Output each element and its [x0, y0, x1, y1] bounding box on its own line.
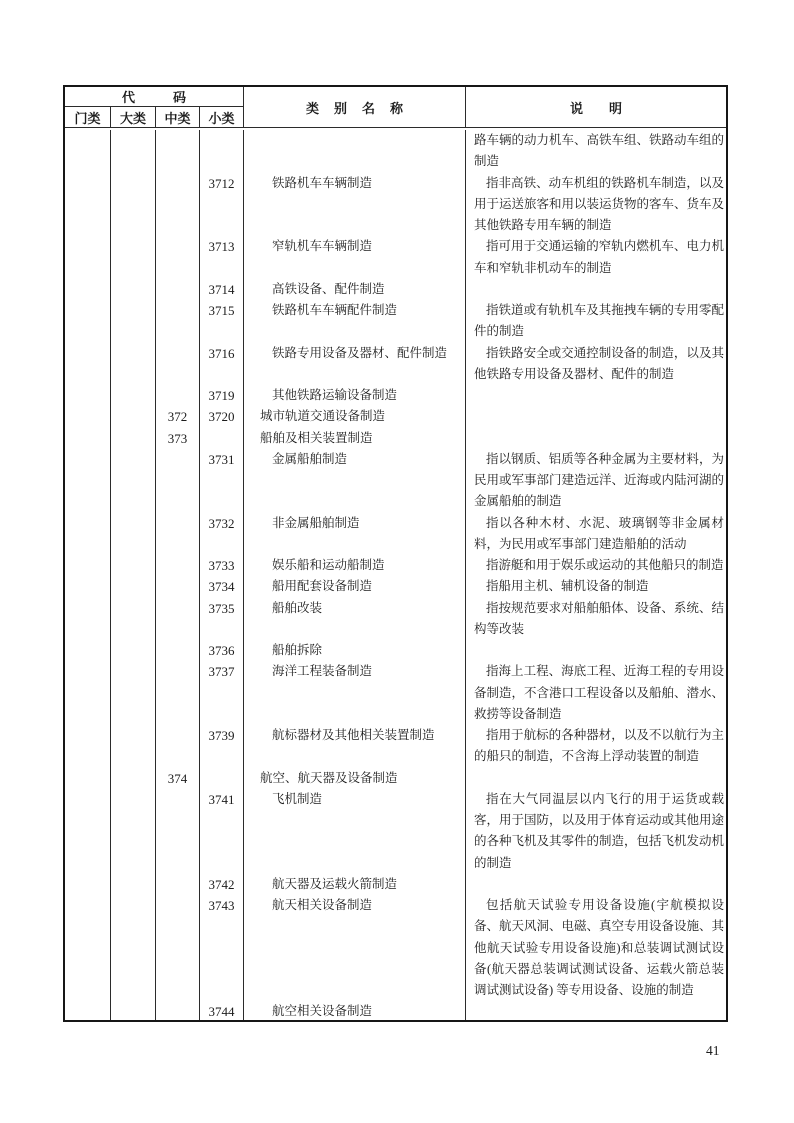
table-row	[65, 385, 726, 406]
cell-category-name: 铁路专用设备及器材、配件制造	[244, 343, 466, 386]
table-row	[65, 428, 726, 449]
cell-menlei-code	[65, 428, 111, 449]
cell-zhonglei-code	[156, 874, 200, 895]
cell-menlei-code	[65, 661, 111, 725]
cell-category-name: 海洋工程装备制造	[244, 661, 466, 725]
cell-category-name: 船舶拆除	[244, 640, 466, 661]
cell-category-name: 航标器材及其他相关装置制造	[244, 725, 466, 768]
cell-xiaolei-code: 3734	[200, 576, 244, 597]
cell-menlei-code	[65, 236, 111, 279]
cell-xiaolei-code	[200, 428, 244, 449]
cell-category-name: 城市轨道交通设备制造	[244, 406, 466, 427]
cell-dalei-code	[111, 385, 156, 406]
table-header	[65, 87, 726, 128]
table-row	[65, 343, 726, 386]
table-row	[65, 1001, 726, 1020]
cell-description: 指非高铁、动车机组的铁路机车制造，以及用于运送旅客和用以装运货物的客车、货车及其他铁路专用车辆的制造	[474, 175, 725, 232]
cell-zhonglei-code	[156, 789, 200, 874]
table-row	[65, 598, 726, 641]
table-row	[65, 895, 726, 1001]
cell-description	[466, 428, 726, 449]
cell-xiaolei-code: 3713	[200, 236, 244, 279]
table-row	[65, 789, 726, 874]
cell-category-name: 其他铁路运输设备制造	[244, 385, 466, 406]
cell-xiaolei-code: 3742	[200, 874, 244, 895]
cell-xiaolei-code	[200, 768, 244, 789]
cell-category-name: 船舶改装	[244, 598, 466, 641]
table-row	[65, 768, 726, 789]
cell-zhonglei-code: 373	[156, 428, 200, 449]
cell-dalei-code	[111, 598, 156, 641]
cell-zhonglei-code	[156, 640, 200, 661]
cell-category-name: 航天相关设备制造	[244, 895, 466, 1001]
cell-description	[466, 279, 726, 300]
cell-dalei-code	[111, 725, 156, 768]
table-row	[65, 640, 726, 661]
cell-dalei-code	[111, 1001, 156, 1020]
cell-menlei-code	[65, 300, 111, 343]
cell-category-name: 铁路机车车辆制造	[244, 173, 466, 237]
cell-menlei-code	[65, 874, 111, 895]
table-row	[65, 513, 726, 556]
cell-description: 指以钢质、铝质等各种金属为主要材料，为民用或军事部门建造远洋、近海或内陆河湖的金属船舶的制造	[474, 451, 725, 509]
cell-description: 指用于航标的各种器材，以及不以航行为主的船只的制造，不含海上浮动装置的制造	[474, 728, 724, 764]
table-row	[65, 661, 726, 725]
cell-description: 指在大气同温层以内飞行的用于运货或载客，用于国防，以及用于体育运动或其他用途的各种飞机及其零件的制造，包括飞机发动机的制造	[474, 791, 725, 870]
cell-menlei-code	[65, 1001, 111, 1020]
cell-menlei-code	[65, 343, 111, 386]
cell-dalei-code	[111, 300, 156, 343]
cell-xiaolei-code: 3733	[200, 555, 244, 576]
cell-dalei-code	[111, 576, 156, 597]
cell-description: 包括航天试验专用设备设施(宇航模拟设备、航天风洞、电磁、真空专用设备设施、其他航天试验专用设备设施)和总装调试测试设备(航天器总装调试测试设备、运载火箭总装调试测试设备) 等专用设备、设施的制造	[474, 898, 725, 997]
cell-zhonglei-code: 374	[156, 768, 200, 789]
cell-dalei-code	[111, 343, 156, 386]
cell-menlei-code	[65, 173, 111, 237]
classification-table	[63, 85, 728, 1022]
table-row	[65, 576, 726, 597]
cell-zhonglei-code	[156, 279, 200, 300]
cell-description: 指游艇和用于娱乐或运动的其他船只的制造	[486, 558, 724, 572]
cell-dalei-code	[111, 895, 156, 1001]
cell-zhonglei-code	[156, 173, 200, 237]
cell-xiaolei-code: 3720	[200, 406, 244, 427]
cell-zhonglei-code	[156, 449, 200, 513]
cell-xiaolei-code: 3716	[200, 343, 244, 386]
cell-menlei-code	[65, 768, 111, 789]
cell-xiaolei-code: 3735	[200, 598, 244, 641]
table-row	[65, 555, 726, 576]
cell-menlei-code	[65, 130, 111, 173]
cell-category-name: 金属船舶制造	[244, 449, 466, 513]
cell-dalei-code	[111, 661, 156, 725]
table-row	[65, 279, 726, 300]
cell-dalei-code	[111, 768, 156, 789]
cell-category-name: 船用配套设备制造	[244, 576, 466, 597]
cell-zhonglei-code	[156, 725, 200, 768]
cell-menlei-code	[65, 789, 111, 874]
header-description: 说明	[569, 100, 648, 116]
cell-menlei-code	[65, 640, 111, 661]
cell-category-name	[244, 130, 466, 173]
cell-menlei-code	[65, 555, 111, 576]
cell-xiaolei-code: 3714	[200, 279, 244, 300]
cell-menlei-code	[65, 598, 111, 641]
cell-dalei-code	[111, 874, 156, 895]
cell-description: 指按规范要求对船舶船体、设备、系统、结构等改装	[474, 600, 724, 636]
cell-description: 路车辆的动力机车、高铁车组、铁路动车组的制造	[474, 133, 725, 169]
cell-category-name: 航天器及运载火箭制造	[244, 874, 466, 895]
cell-zhonglei-code	[156, 513, 200, 556]
cell-xiaolei-code: 3737	[200, 661, 244, 725]
cell-description: 指海上工程、海底工程、近海工程的专用设备制造，不含港口工程设备以及船舶、潜水、救捞等设备制造	[474, 664, 725, 721]
cell-category-name: 非金属船舶制造	[244, 513, 466, 556]
table-row	[65, 449, 726, 513]
header-xiaolei: 小类	[200, 107, 244, 127]
cell-category-name: 窄轨机车车辆制造	[244, 236, 466, 279]
cell-zhonglei-code	[156, 343, 200, 386]
cell-dalei-code	[111, 789, 156, 874]
cell-dalei-code	[111, 513, 156, 556]
cell-dalei-code	[111, 449, 156, 513]
header-code-group: 代码	[65, 87, 244, 107]
cell-category-name: 飞机制造	[244, 789, 466, 874]
page-number: 41	[706, 1043, 720, 1058]
cell-dalei-code	[111, 428, 156, 449]
table-row	[65, 173, 726, 237]
cell-zhonglei-code	[156, 555, 200, 576]
table-row	[65, 406, 726, 427]
cell-zhonglei-code	[156, 385, 200, 406]
cell-menlei-code	[65, 406, 111, 427]
cell-zhonglei-code	[156, 130, 200, 173]
table-row	[65, 874, 726, 895]
cell-description	[466, 1001, 726, 1020]
cell-zhonglei-code	[156, 236, 200, 279]
cell-menlei-code	[65, 279, 111, 300]
cell-description: 指铁道或有轨机车及其拖拽车辆的专用零配件的制造	[474, 303, 724, 339]
cell-zhonglei-code	[156, 576, 200, 597]
cell-category-name: 船舶及相关装置制造	[244, 428, 466, 449]
table-row	[65, 236, 726, 279]
cell-dalei-code	[111, 130, 156, 173]
cell-zhonglei-code	[156, 895, 200, 1001]
cell-zhonglei-code	[156, 1001, 200, 1020]
cell-zhonglei-code	[156, 300, 200, 343]
cell-xiaolei-code: 3743	[200, 895, 244, 1001]
cell-xiaolei-code: 3715	[200, 300, 244, 343]
cell-zhonglei-code: 372	[156, 406, 200, 427]
cell-description	[466, 640, 726, 661]
cell-xiaolei-code: 3732	[200, 513, 244, 556]
table-row	[65, 725, 726, 768]
cell-xiaolei-code: 3744	[200, 1001, 244, 1020]
cell-category-name: 航空、航天器及设备制造	[244, 768, 466, 789]
cell-category-name: 娱乐船和运动船制造	[244, 555, 466, 576]
cell-menlei-code	[65, 513, 111, 556]
cell-description	[466, 406, 726, 427]
cell-dalei-code	[111, 236, 156, 279]
cell-menlei-code	[65, 385, 111, 406]
cell-description: 指铁路安全或交通控制设备的制造，以及其他铁路专用设备及器材、配件的制造	[474, 345, 724, 381]
cell-dalei-code	[111, 406, 156, 427]
table-row	[65, 130, 726, 173]
cell-dalei-code	[111, 173, 156, 237]
cell-description: 指船用主机、辅机设备的制造	[486, 579, 649, 594]
cell-description	[466, 874, 726, 895]
cell-menlei-code	[65, 895, 111, 1001]
cell-xiaolei-code: 3739	[200, 725, 244, 768]
cell-dalei-code	[111, 279, 156, 300]
cell-dalei-code	[111, 555, 156, 576]
cell-category-name: 铁路机车车辆配件制造	[244, 300, 466, 343]
header-category-name: 类别名称	[244, 87, 466, 127]
cell-description: 指以各种木材、水泥、玻璃钢等非金属材料，为民用或军事部门建造船舶的活动	[474, 515, 724, 551]
cell-menlei-code	[65, 449, 111, 513]
cell-zhonglei-code	[156, 661, 200, 725]
cell-xiaolei-code: 3712	[200, 173, 244, 237]
cell-menlei-code	[65, 576, 111, 597]
cell-menlei-code	[65, 725, 111, 768]
cell-xiaolei-code: 3736	[200, 640, 244, 661]
header-zhonglei: 中类	[156, 107, 200, 127]
cell-xiaolei-code: 3731	[200, 449, 244, 513]
cell-category-name: 高铁设备、配件制造	[244, 279, 466, 300]
cell-description: 指可用于交通运输的窄轨内燃机车、电力机车和窄轨非机动车的制造	[474, 239, 724, 275]
cell-zhonglei-code	[156, 598, 200, 641]
cell-xiaolei-code: 3741	[200, 789, 244, 874]
cell-description	[466, 385, 726, 406]
cell-xiaolei-code: 3719	[200, 385, 244, 406]
table-body	[65, 128, 726, 1020]
header-menlei: 门类	[65, 107, 111, 127]
header-dalei: 大类	[111, 107, 156, 127]
cell-description	[466, 768, 726, 789]
cell-xiaolei-code	[200, 130, 244, 173]
table-row	[65, 300, 726, 343]
cell-dalei-code	[111, 640, 156, 661]
cell-category-name: 航空相关设备制造	[244, 1001, 466, 1020]
